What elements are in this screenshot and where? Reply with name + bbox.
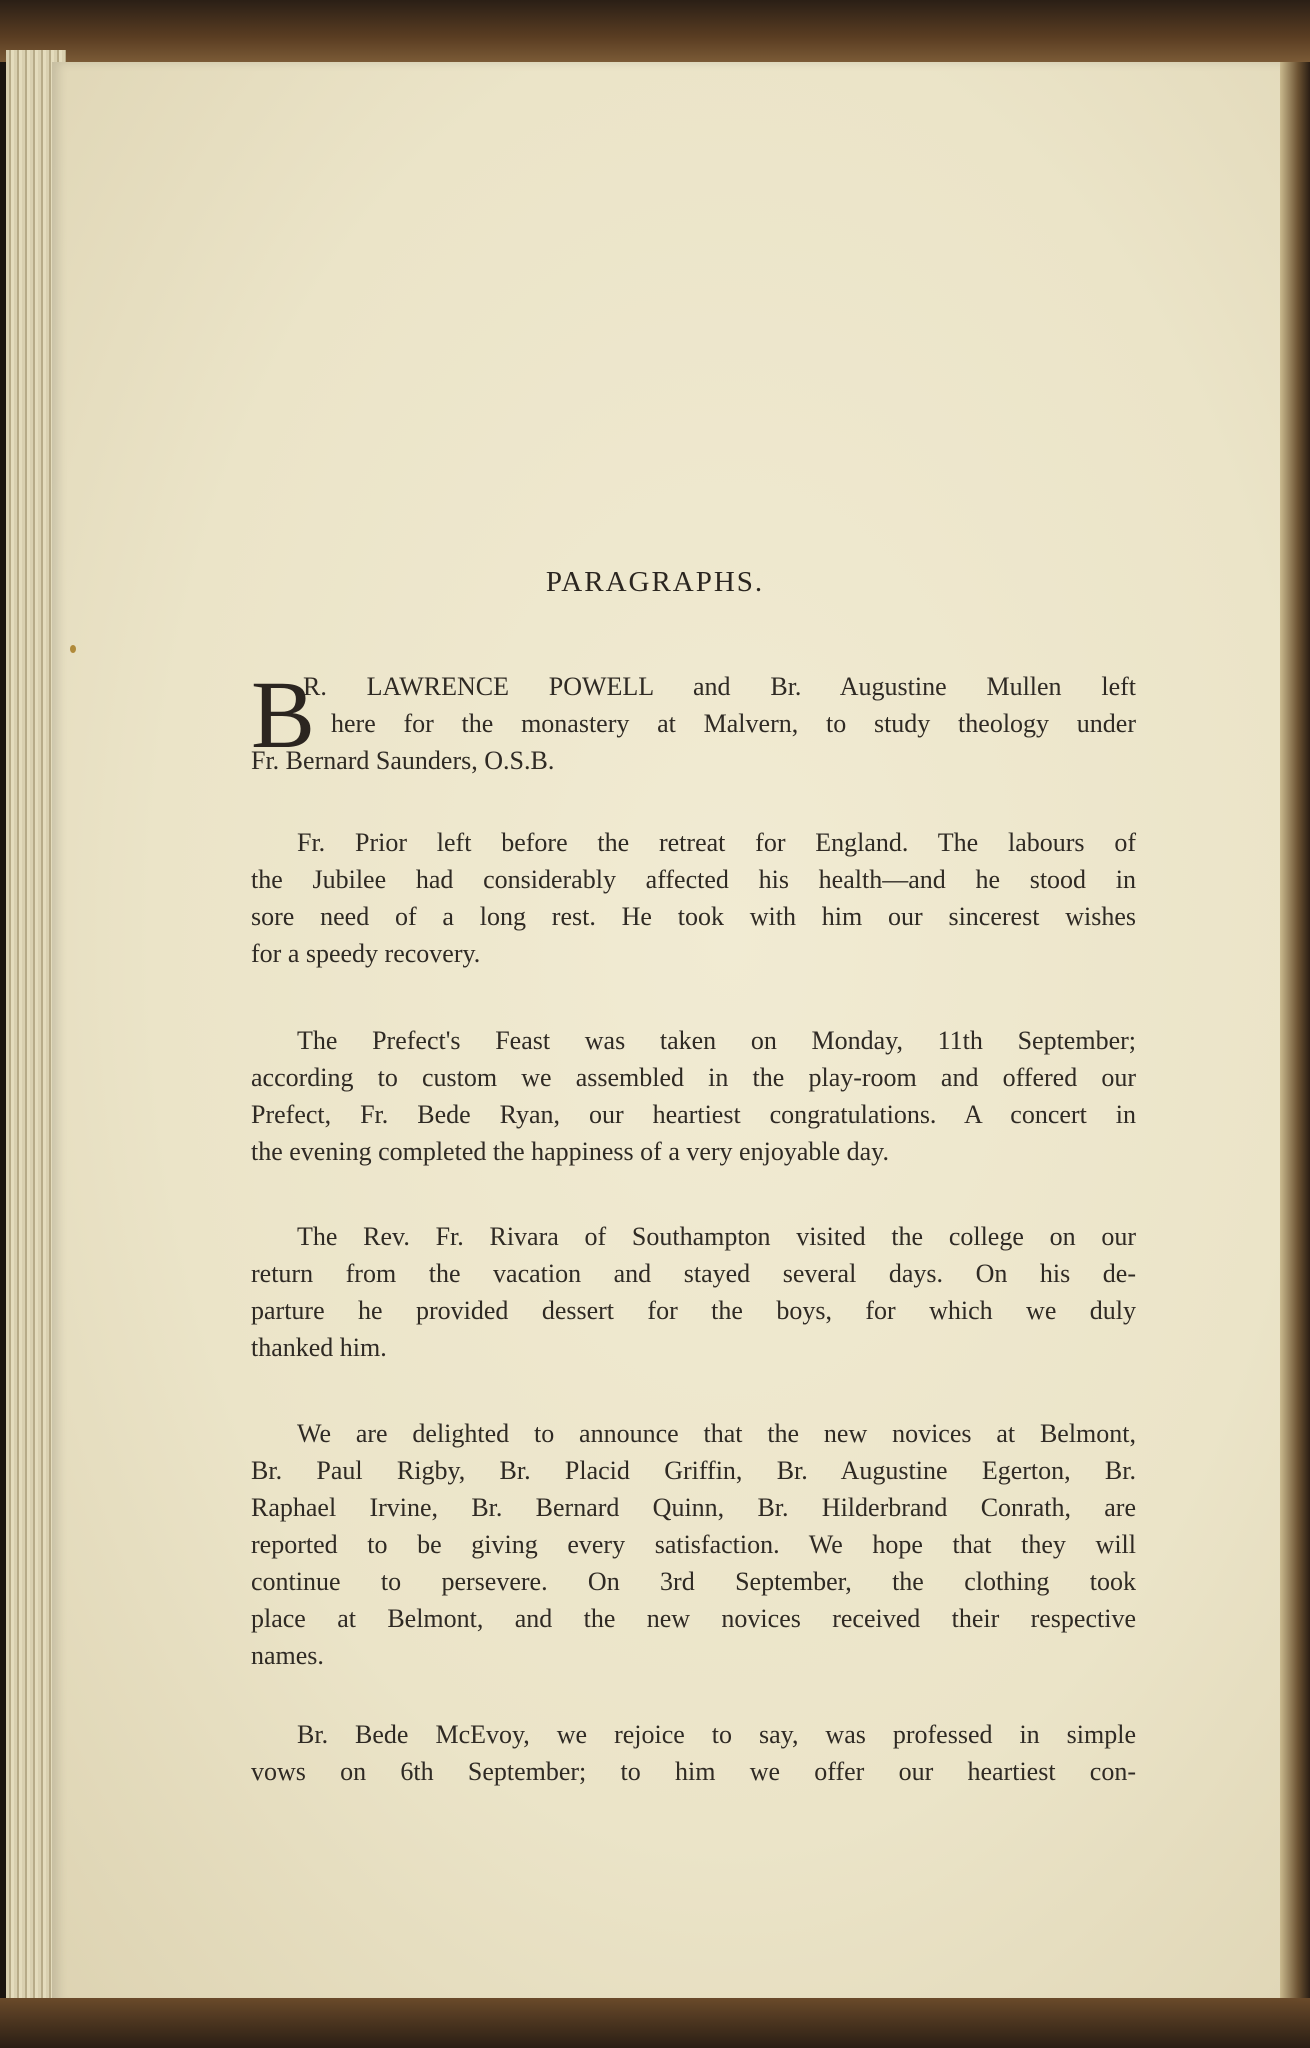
page-title: PARAGRAPHS.: [545, 566, 765, 598]
paragraph-5: [251, 1415, 1136, 1674]
line: Raphael Irvine, Br. Bernard Quinn, Br. Hilderbrand Conrath, are: [251, 1493, 1136, 1522]
paragraph-2: [251, 824, 1136, 972]
book-cover-top: [0, 0, 1310, 62]
line: Br. Bede McEvoy, we rejoice to say, was professed in simple: [297, 1720, 1136, 1749]
line: reported to be giving every satisfaction. We hope that they will: [251, 1530, 1136, 1559]
line: vows on 6th September; to him we offer our heartiest con-: [251, 1757, 1136, 1786]
line: The Rev. Fr. Rivara of Southampton visited the college on our: [297, 1222, 1136, 1251]
paragraph-3: [251, 1022, 1136, 1170]
paragraph-1: [251, 661, 1136, 779]
line: place at Belmont, and the new novices received their respective: [251, 1604, 1136, 1633]
line: Fr. Prior left before the retreat for England. The labours of: [297, 828, 1136, 857]
line: Prefect, Fr. Bede Ryan, our heartiest congratulations. A concert in: [251, 1100, 1136, 1129]
line: The Prefect's Feast was taken on Monday, 11th September;: [297, 1026, 1136, 1055]
line: continue to persevere. On 3rd September, the clothing took: [251, 1567, 1136, 1596]
line: for a speedy recovery.: [251, 939, 481, 968]
line: according to custom we assembled in the play-room and offered our: [251, 1063, 1136, 1092]
paragraph-6: [251, 1716, 1136, 1790]
paragraph-4: [251, 1218, 1136, 1366]
line: the evening completed the happiness of a very enjoyable day.: [251, 1137, 889, 1166]
ink-spot: [70, 645, 76, 653]
line: sore need of a long rest. He took with him our sincerest wishes: [251, 902, 1136, 931]
line: parture he provided dessert for the boys, for which we duly: [251, 1296, 1136, 1325]
line: thanked him.: [251, 1333, 387, 1362]
line: here for the monastery at Malvern, to study theology under: [331, 709, 1136, 738]
line: names.: [251, 1641, 324, 1670]
line: Fr. Bernard Saunders, O.S.B.: [251, 746, 555, 775]
book-cover-bottom: [0, 1998, 1310, 2048]
book-spine-edge: [1280, 62, 1310, 2006]
line: the Jubilee had considerably affected his health—and he stood in: [251, 865, 1136, 894]
line: Br. Paul Rigby, Br. Placid Griffin, Br. Augustine Egerton, Br.: [251, 1456, 1136, 1485]
line: R. LAWRENCE POWELL and Br. Augustine Mullen left: [303, 672, 1136, 701]
drop-cap: B: [251, 661, 316, 768]
line: return from the vacation and stayed several days. On his de-: [251, 1259, 1136, 1288]
line: We are delighted to announce that the new novices at Belmont,: [297, 1419, 1136, 1448]
